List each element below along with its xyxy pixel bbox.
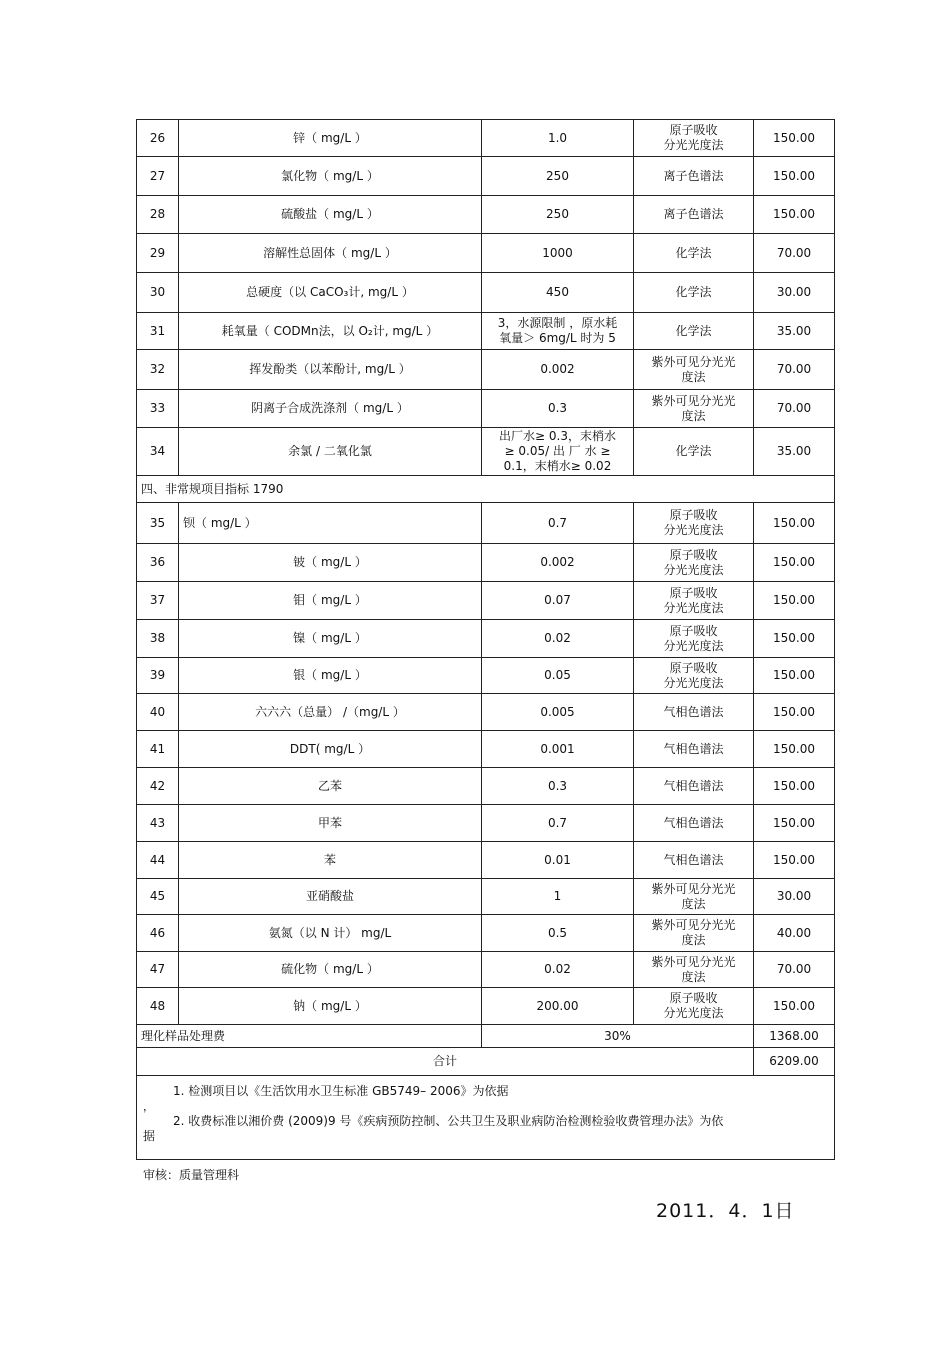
limit-value: 0.005 bbox=[482, 694, 634, 731]
table-row bbox=[137, 658, 835, 694]
item-name: 钡（ mg/L ） bbox=[179, 503, 482, 544]
test-method: 紫外可见分光光 度法 bbox=[634, 952, 754, 988]
table-row bbox=[137, 120, 835, 157]
notes-row bbox=[137, 1076, 835, 1160]
item-name: DDT( mg/L ） bbox=[179, 731, 482, 768]
auditor-line: 审核：质量管理科 bbox=[143, 1168, 240, 1182]
limit-value: 0.02 bbox=[482, 952, 634, 988]
test-method: 原子吸收 分光光度法 bbox=[634, 120, 754, 157]
limit-value: 0.02 bbox=[482, 620, 634, 658]
test-method: 气相色谱法 bbox=[634, 805, 754, 842]
limit-value: 250 bbox=[482, 196, 634, 234]
table-row bbox=[137, 196, 835, 234]
table-row bbox=[137, 731, 835, 768]
table-row bbox=[137, 582, 835, 620]
row-number: 43 bbox=[137, 805, 179, 842]
table-row bbox=[137, 805, 835, 842]
row-number: 44 bbox=[137, 842, 179, 879]
limit-value: 0.5 bbox=[482, 915, 634, 952]
total-row bbox=[137, 1048, 835, 1076]
limit-value: 200.00 bbox=[482, 988, 634, 1025]
limit-value: 1000 bbox=[482, 234, 634, 273]
fee-amount: 150.00 bbox=[754, 805, 835, 842]
limit-value: 0.05 bbox=[482, 658, 634, 694]
row-number: 38 bbox=[137, 620, 179, 658]
test-method: 原子吸收 分光光度法 bbox=[634, 582, 754, 620]
row-number: 32 bbox=[137, 350, 179, 390]
limit-value: 450 bbox=[482, 273, 634, 313]
summary-group bbox=[137, 1025, 835, 1160]
test-method: 原子吸收 分光光度法 bbox=[634, 544, 754, 582]
limit-value: 0.7 bbox=[482, 503, 634, 544]
limit-value: 1 bbox=[482, 879, 634, 915]
table-row bbox=[137, 428, 835, 476]
fee-amount: 30.00 bbox=[754, 273, 835, 313]
row-number: 35 bbox=[137, 503, 179, 544]
total-label: 合计 bbox=[137, 1048, 754, 1076]
fee-amount: 150.00 bbox=[754, 196, 835, 234]
item-name: 耗氧量（ CODMn法，以 O₂计, mg/L ） bbox=[179, 313, 482, 350]
fee-amount: 70.00 bbox=[754, 350, 835, 390]
table-row bbox=[137, 842, 835, 879]
fee-amount: 150.00 bbox=[754, 120, 835, 157]
test-method: 气相色谱法 bbox=[634, 768, 754, 805]
total-amount: 6209.00 bbox=[754, 1048, 835, 1076]
fee-amount: 35.00 bbox=[754, 313, 835, 350]
item-name: 苯 bbox=[179, 842, 482, 879]
limit-value: 0.002 bbox=[482, 350, 634, 390]
table-row bbox=[137, 620, 835, 658]
row-number: 28 bbox=[137, 196, 179, 234]
fee-amount: 150.00 bbox=[754, 620, 835, 658]
fee-amount: 35.00 bbox=[754, 428, 835, 476]
table-row bbox=[137, 390, 835, 428]
row-number: 40 bbox=[137, 694, 179, 731]
processing-fee-rate: 30% bbox=[482, 1025, 754, 1048]
non-standard-items-group bbox=[137, 503, 835, 1025]
table-row bbox=[137, 313, 835, 350]
test-method: 离子色谱法 bbox=[634, 157, 754, 196]
note-2-continuation: 据 bbox=[143, 1129, 156, 1143]
note-1: 1. 检测项目以《生活饮用水卫生标准 GB5749– 2006》为依据 bbox=[173, 1084, 509, 1098]
fee-amount: 70.00 bbox=[754, 952, 835, 988]
limit-value: 1.0 bbox=[482, 120, 634, 157]
row-number: 41 bbox=[137, 731, 179, 768]
item-name: 钠（ mg/L ） bbox=[179, 988, 482, 1025]
test-method: 离子色谱法 bbox=[634, 196, 754, 234]
item-name: 硫化物（ mg/L ） bbox=[179, 952, 482, 988]
item-name: 乙苯 bbox=[179, 768, 482, 805]
item-name: 挥发酚类（以苯酚计, mg/L ） bbox=[179, 350, 482, 390]
test-method: 化学法 bbox=[634, 273, 754, 313]
test-method: 化学法 bbox=[634, 313, 754, 350]
item-name: 阴离子合成洗涤剂（ mg/L ） bbox=[179, 390, 482, 428]
processing-fee-amount: 1368.00 bbox=[754, 1025, 835, 1048]
limit-value: 250 bbox=[482, 157, 634, 196]
row-number: 33 bbox=[137, 390, 179, 428]
row-number: 37 bbox=[137, 582, 179, 620]
fee-amount: 150.00 bbox=[754, 988, 835, 1025]
row-number: 48 bbox=[137, 988, 179, 1025]
section-header: 四、非常规项目指标 1790 bbox=[137, 476, 835, 503]
fee-amount: 150.00 bbox=[754, 842, 835, 879]
table-row bbox=[137, 768, 835, 805]
row-number: 29 bbox=[137, 234, 179, 273]
table-row bbox=[137, 915, 835, 952]
row-number: 34 bbox=[137, 428, 179, 476]
table-row bbox=[137, 350, 835, 390]
row-number: 27 bbox=[137, 157, 179, 196]
fee-amount: 40.00 bbox=[754, 915, 835, 952]
fee-table bbox=[136, 119, 835, 1160]
limit-value: 0.01 bbox=[482, 842, 634, 879]
processing-fee-label: 理化样品处理费 bbox=[137, 1025, 482, 1048]
fee-amount: 70.00 bbox=[754, 390, 835, 428]
test-method: 原子吸收 分光光度法 bbox=[634, 620, 754, 658]
row-number: 39 bbox=[137, 658, 179, 694]
item-name: 余氯 / 二氧化氯 bbox=[179, 428, 482, 476]
fee-amount: 150.00 bbox=[754, 544, 835, 582]
item-name: 钼（ mg/L ） bbox=[179, 582, 482, 620]
table-row bbox=[137, 544, 835, 582]
fee-amount: 150.00 bbox=[754, 503, 835, 544]
test-method: 紫外可见分光光 度法 bbox=[634, 390, 754, 428]
fee-amount: 150.00 bbox=[754, 157, 835, 196]
item-name: 硫酸盐（ mg/L ） bbox=[179, 196, 482, 234]
test-method: 原子吸收 分光光度法 bbox=[634, 503, 754, 544]
fee-amount: 150.00 bbox=[754, 694, 835, 731]
item-name: 锌（ mg/L ） bbox=[179, 120, 482, 157]
table-row bbox=[137, 503, 835, 544]
limit-value: 0.07 bbox=[482, 582, 634, 620]
limit-value: 0.002 bbox=[482, 544, 634, 582]
row-number: 36 bbox=[137, 544, 179, 582]
table-row bbox=[137, 952, 835, 988]
item-name: 总硬度（以 CaCO₃计, mg/L ） bbox=[179, 273, 482, 313]
standard-items-group bbox=[137, 120, 835, 476]
table-row bbox=[137, 273, 835, 313]
row-number: 31 bbox=[137, 313, 179, 350]
fee-amount: 150.00 bbox=[754, 768, 835, 805]
table-row bbox=[137, 694, 835, 731]
table-row bbox=[137, 234, 835, 273]
fee-amount: 70.00 bbox=[754, 234, 835, 273]
table-row bbox=[137, 157, 835, 196]
limit-value: 0.3 bbox=[482, 390, 634, 428]
test-method: 原子吸收 分光光度法 bbox=[634, 658, 754, 694]
item-name: 氯化物（ mg/L ） bbox=[179, 157, 482, 196]
section-header-group bbox=[137, 476, 835, 503]
item-name: 六六六（总量） /（mg/L ） bbox=[179, 694, 482, 731]
note-2: 2. 收费标准以湘价费 (2009)9 号《疾病预防控制、公共卫生及职业病防治检测检验收费管理办法》为依 bbox=[173, 1114, 724, 1128]
test-method: 紫外可见分光光 度法 bbox=[634, 879, 754, 915]
test-method: 气相色谱法 bbox=[634, 694, 754, 731]
test-method: 气相色谱法 bbox=[634, 731, 754, 768]
test-method: 气相色谱法 bbox=[634, 842, 754, 879]
test-method: 原子吸收 分光光度法 bbox=[634, 988, 754, 1025]
test-method: 化学法 bbox=[634, 428, 754, 476]
item-name: 甲苯 bbox=[179, 805, 482, 842]
limit-value: 0.001 bbox=[482, 731, 634, 768]
limit-value: 3，水源限制 ，原水耗 氧量＞ 6mg/L 时为 5 bbox=[482, 313, 634, 350]
notes-cell bbox=[137, 1076, 835, 1160]
limit-value: 0.7 bbox=[482, 805, 634, 842]
document-date: 2011．4．1日 bbox=[656, 1200, 795, 1222]
item-name: 亚硝酸盐 bbox=[179, 879, 482, 915]
row-number: 26 bbox=[137, 120, 179, 157]
row-number: 30 bbox=[137, 273, 179, 313]
item-name: 银（ mg/L ） bbox=[179, 658, 482, 694]
test-method: 紫外可见分光光 度法 bbox=[634, 915, 754, 952]
fee-amount: 150.00 bbox=[754, 582, 835, 620]
item-name: 氨氮（以 N 计） mg/L bbox=[179, 915, 482, 952]
fee-amount: 30.00 bbox=[754, 879, 835, 915]
limit-value: 出厂水≥ 0.3，末梢水 ≥ 0.05/ 出 厂 水 ≥ 0.1，末梢水≥ 0.02 bbox=[482, 428, 634, 476]
row-number: 42 bbox=[137, 768, 179, 805]
row-number: 47 bbox=[137, 952, 179, 988]
row-number: 46 bbox=[137, 915, 179, 952]
fee-amount: 150.00 bbox=[754, 731, 835, 768]
table-row bbox=[137, 988, 835, 1025]
limit-value: 0.3 bbox=[482, 768, 634, 805]
note-1-continuation: ， bbox=[143, 1100, 154, 1113]
processing-fee-row bbox=[137, 1025, 835, 1048]
item-name: 镍（ mg/L ） bbox=[179, 620, 482, 658]
item-name: 铍（ mg/L ） bbox=[179, 544, 482, 582]
item-name: 溶解性总固体（ mg/L ） bbox=[179, 234, 482, 273]
table-row bbox=[137, 879, 835, 915]
fee-amount: 150.00 bbox=[754, 658, 835, 694]
test-method: 紫外可见分光光 度法 bbox=[634, 350, 754, 390]
test-method: 化学法 bbox=[634, 234, 754, 273]
row-number: 45 bbox=[137, 879, 179, 915]
section-header-row bbox=[137, 476, 835, 503]
